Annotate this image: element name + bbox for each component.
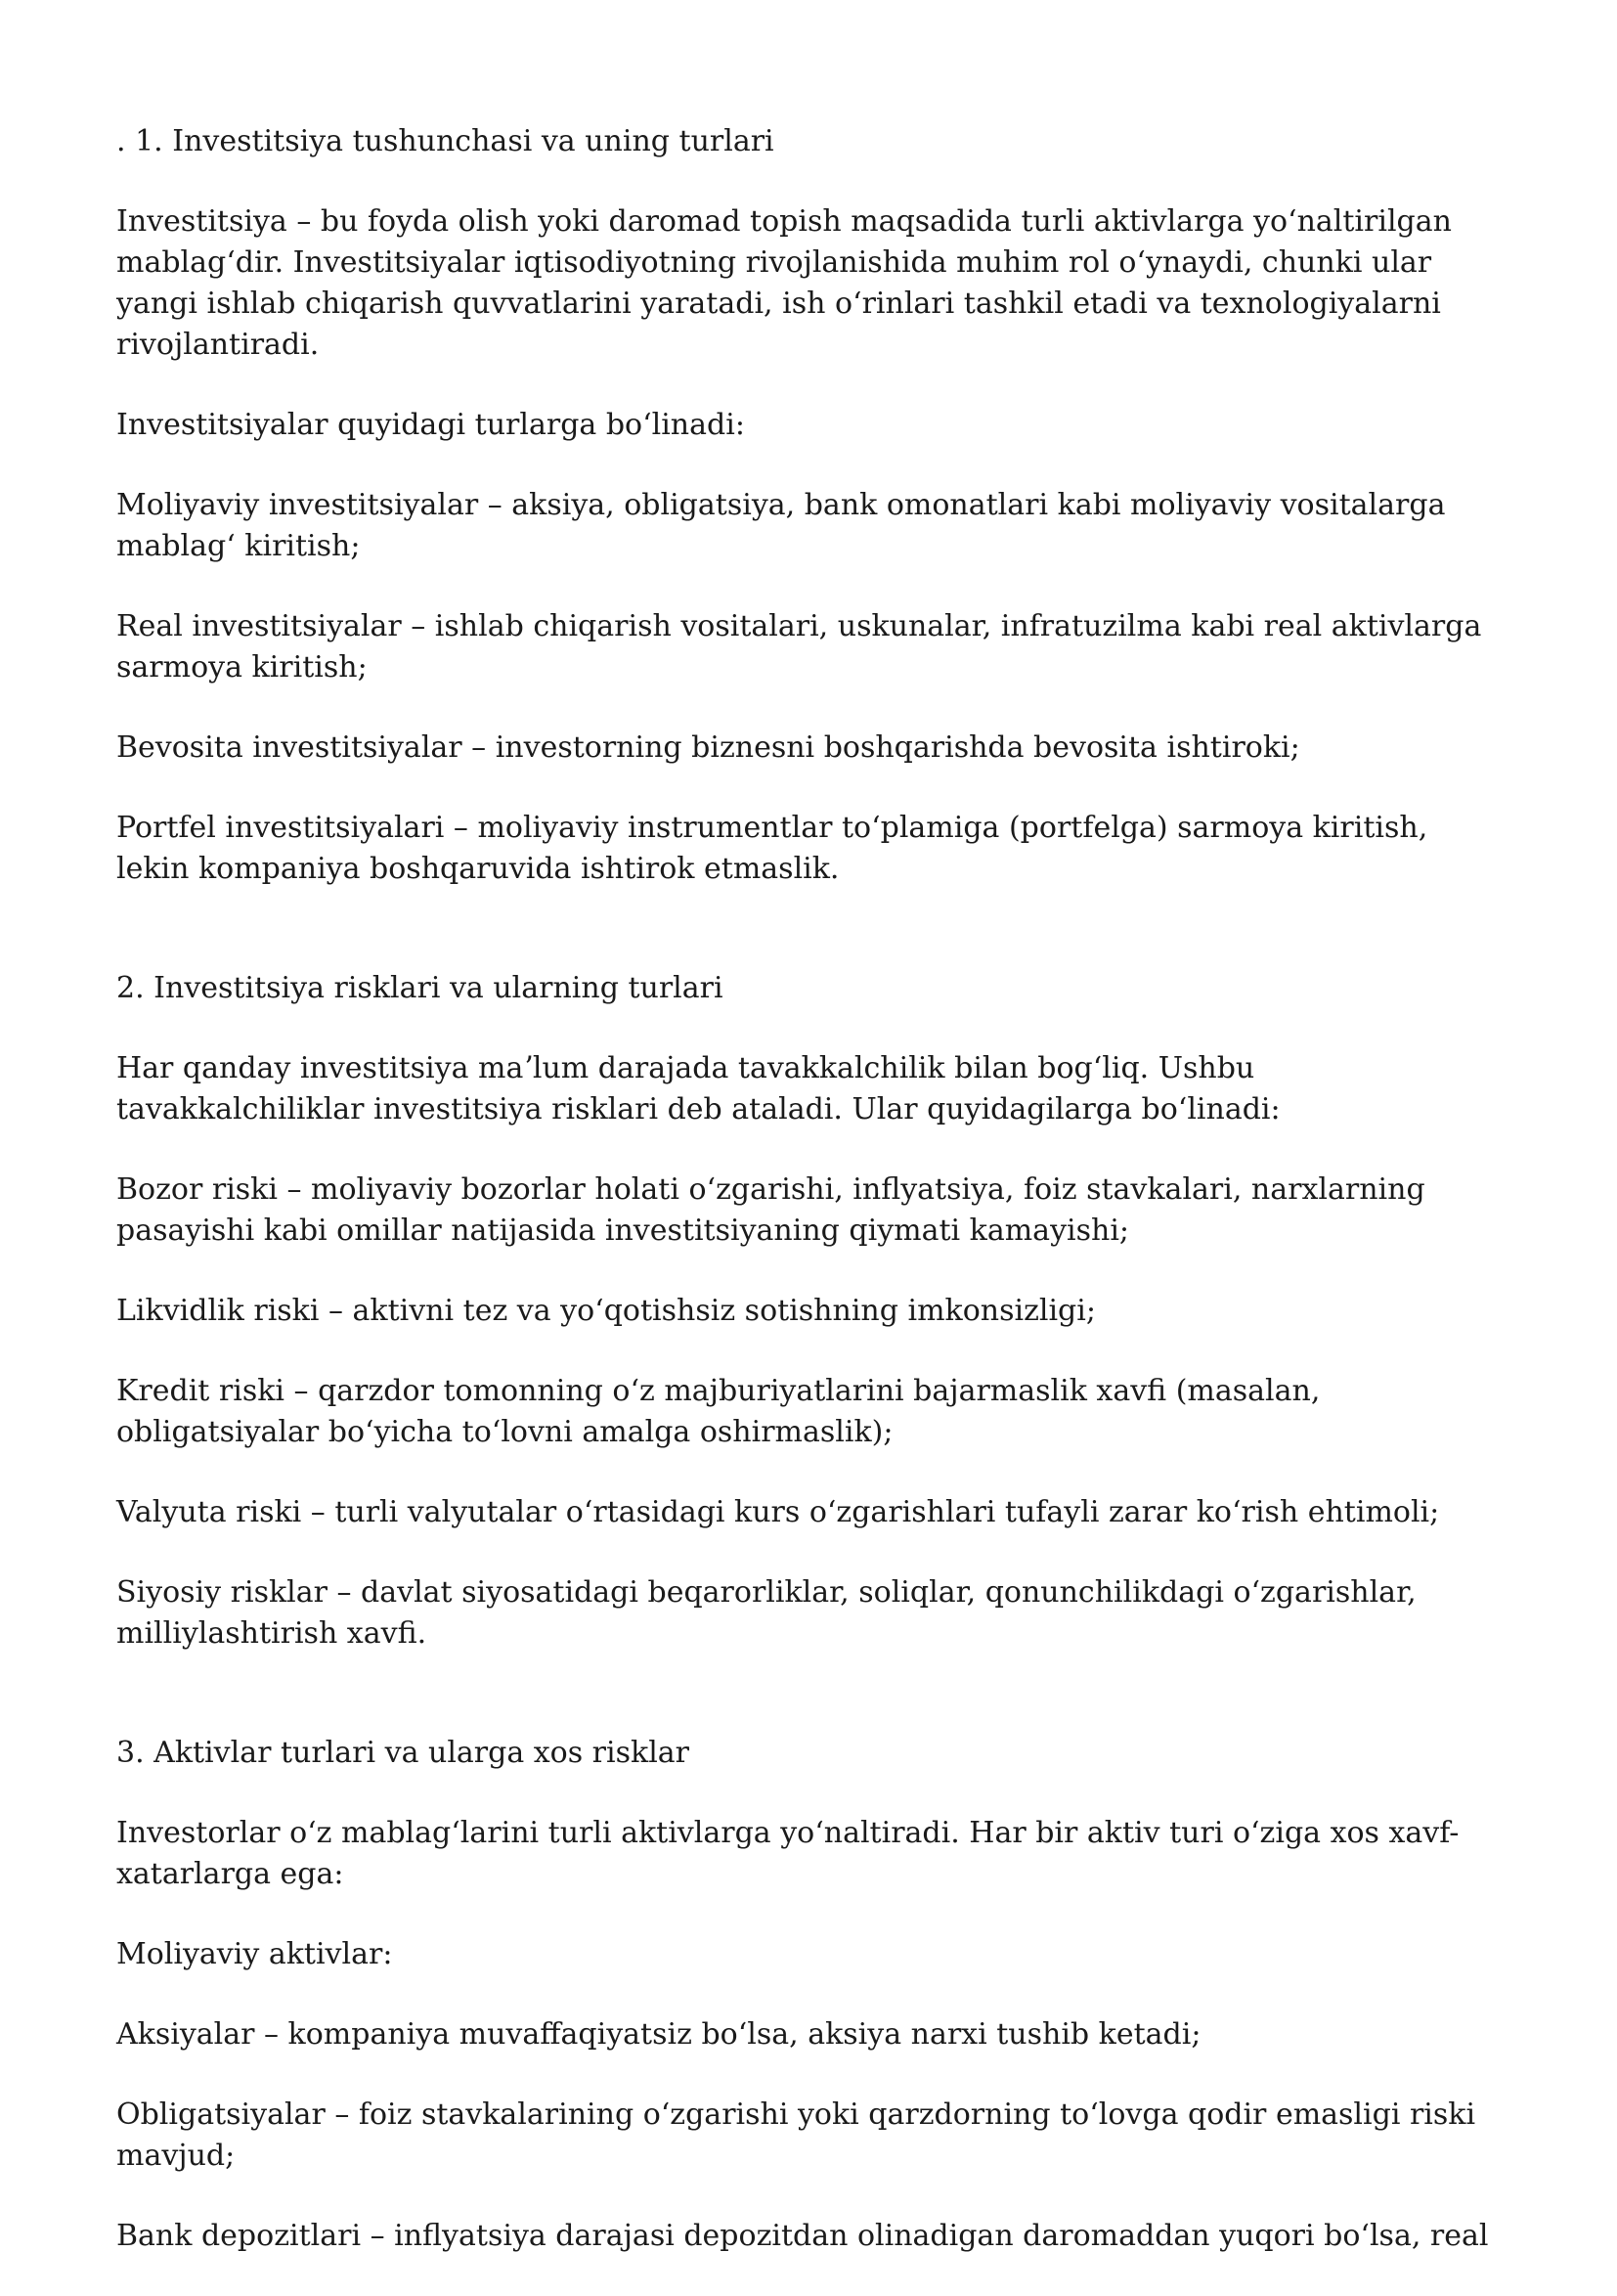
paragraph: Investitsiyalar quyidagi turlarga boʻlinadi: — [116, 408, 745, 442]
list-item: Siyosiy risklar – davlat siyosatidagi beqarorliklar, soliqlar, qonunchilikdagi oʻzgarishlar, milliylashtirish xavfi. — [116, 1575, 1417, 1651]
list-item: Obligatsiyalar – foiz stavkalarining oʻzgarishi yoki qarzdorning toʻlovga qodir emasligi riski mavjud; — [116, 2097, 1476, 2173]
list-item: Bozor riski – moliyaviy bozorlar holati oʻzgarishi, inflyatsiya, foiz stavkalari, narxlarning pasayishi kabi omillar natijasida investitsiyaning qiymati kamayishi; — [116, 1172, 1425, 1248]
paragraph: Investitsiya – bu foyda olish yoki daromad topish maqsadida turli aktivlarga yoʻnaltirilgan mablagʻdir. Investitsiyalar iqtisodiyotning rivojlanishida muhim rol oʻynaydi, chunki ular yangi ishlab chiqarish quvvatlarini yaratadi, ish oʻrinlari tashkil etadi va texnologiyalarni rivojlantiradi. — [116, 204, 1452, 362]
list-item: Moliyaviy investitsiyalar – aksiya, obligatsiya, bank omonatlari kabi moliyaviy vositalarga mablagʻ kiritish; — [116, 488, 1446, 563]
list-item: Bevosita investitsiyalar – investorning biznesni boshqarishda bevosita ishtiroki; — [116, 730, 1300, 765]
list-item: Likvidlik riski – aktivni tez va yoʻqotishsiz sotishning imkonsizligi; — [116, 1294, 1096, 1328]
section-2-heading: 2. Investitsiya risklari va ularning turlari — [116, 971, 723, 1005]
list-item: Valyuta riski – turli valyutalar oʻrtasidagi kurs oʻzgarishlari tufayli zarar koʻrish ehtimoli; — [116, 1495, 1440, 1529]
paragraph: Har qanday investitsiya maʼlum darajada tavakkalchilik bilan bogʻliq. Ushbu tavakkalchiliklar investitsiya risklari deb ataladi. Ular quyidagilarga boʻlinadi: — [116, 1051, 1281, 1126]
list-item: Real investitsiyalar – ishlab chiqarish vositalari, uskunalar, infratuzilma kabi real aktivlarga sarmoya kiritish; — [116, 609, 1482, 684]
document-body — [116, 121, 1505, 2296]
section-1-heading: . 1. Investitsiya tushunchasi va uning turlari — [116, 124, 774, 158]
section-3-heading: 3. Aktivlar turlari va ularga xos risklar — [116, 1736, 690, 1770]
list-item: Portfel investitsiyalari – moliyaviy instrumentlar toʻplamiga (portfelga) sarmoya kiritish, lekin kompaniya boshqaruvida ishtirok etmaslik. — [116, 811, 1428, 886]
paragraph: Moliyaviy aktivlar: — [116, 1937, 393, 1971]
list-item: Aksiyalar – kompaniya muvaffaqiyatsiz boʻlsa, aksiya narxi tushib ketadi; — [116, 2017, 1202, 2052]
list-item: Kredit riski – qarzdor tomonning oʻz majburiyatlarini bajarmaslik xavfi (masalan, obligatsiyalar boʻyicha toʻlovni amalga oshirmaslik); — [116, 1374, 1321, 1449]
paragraph: Investorlar oʻz mablagʻlarini turli aktivlarga yoʻnaltiradi. Har bir aktiv turi oʻziga xos xavf-xatarlarga ega: — [116, 1816, 1460, 1891]
list-item: Bank depozitlari – inflyatsiya darajasi depozitdan olinadigan daromaddan yuqori boʻlsa, real — [116, 2219, 1489, 2253]
